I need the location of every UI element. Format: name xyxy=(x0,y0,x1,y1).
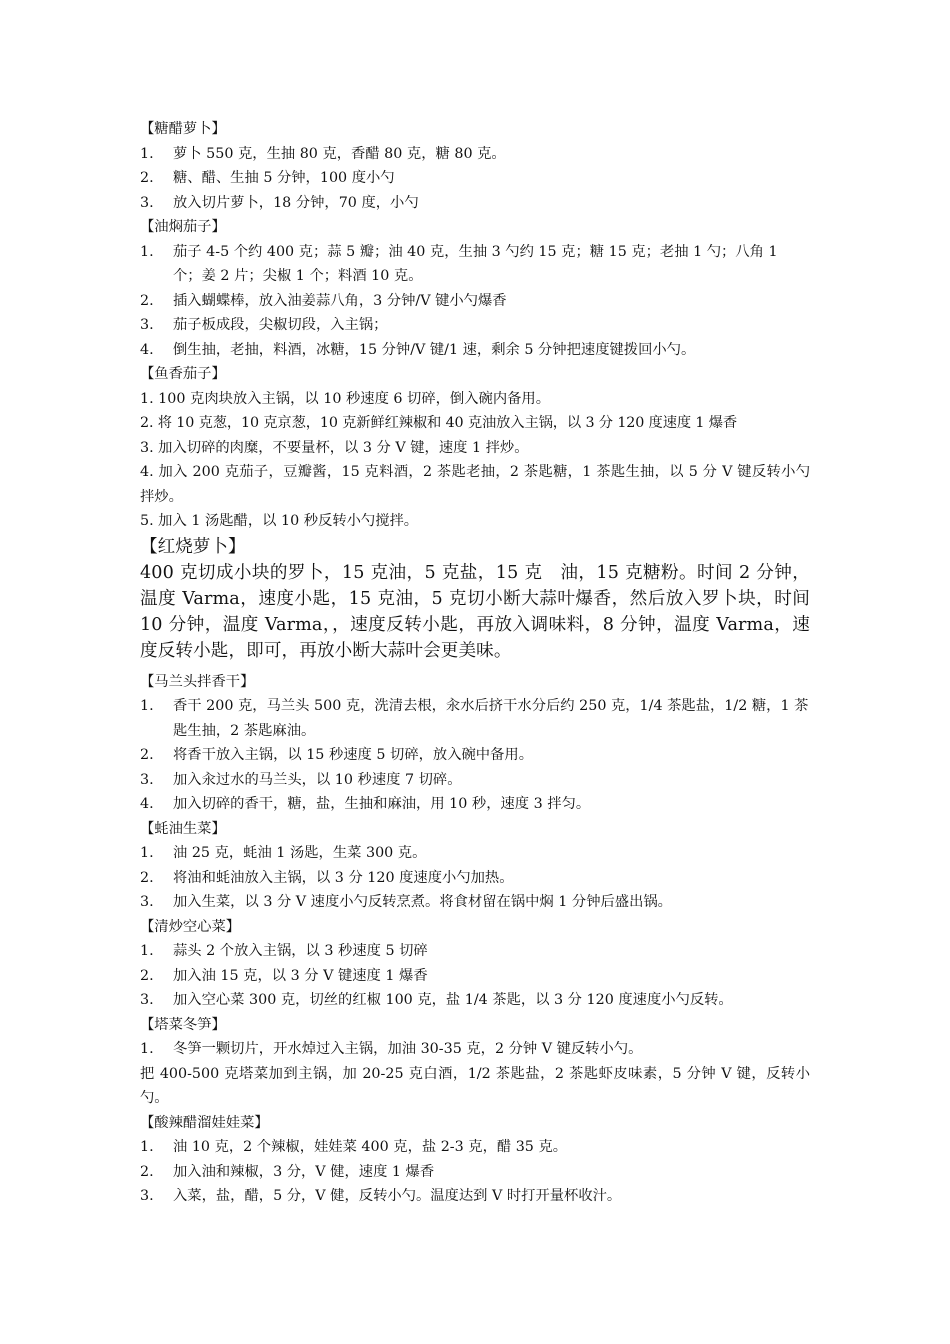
recipe-heading: 【鱼香茄子】 xyxy=(140,366,226,382)
item-number: 3. xyxy=(140,894,154,910)
list-item xyxy=(140,191,810,216)
item-text: 茄子板成段，尖椒切段，入主锅； xyxy=(173,317,388,333)
recipe-braised-eggplant xyxy=(140,215,810,362)
item-text: 冬笋一颗切片，开水焯过入主锅，加油 30-35 克，2 分钟 V 键反转小勺。 xyxy=(173,1041,643,1057)
item-text: 加入油和辣椒，3 分，V 健，速度 1 爆香 xyxy=(173,1163,435,1180)
item-text: 蒜头 2 个放入主锅，以 3 秒速度 5 切碎 xyxy=(173,943,428,959)
list-item xyxy=(140,964,810,989)
recipe-stir-fried-water-spinach xyxy=(140,915,810,1013)
list-item xyxy=(140,1135,810,1160)
recipe-braised-radish xyxy=(140,534,810,664)
item-number: 3. xyxy=(140,1188,154,1204)
item-text: 将油和蚝油放入主锅，以 3 分 120 度速度小勺加热。 xyxy=(173,869,514,886)
recipe-heading: 【油焖茄子】 xyxy=(140,219,226,235)
list-item xyxy=(140,743,810,768)
item-text: 油 10 克，2 个辣椒，娃娃菜 400 克，盐 2-3 克，醋 35 克。 xyxy=(173,1139,568,1155)
item-number: 2. xyxy=(140,869,154,886)
list-item xyxy=(140,792,810,817)
recipe-step: 5. 加入 1 汤匙醋，以 10 秒反转小勺搅拌。 xyxy=(140,513,419,529)
list-item xyxy=(140,988,810,1013)
item-text: 油 25 克，蚝油 1 汤匙，生菜 300 克。 xyxy=(173,845,427,861)
recipe-step: 把 400-500 克塔菜加到主锅，加 20-25 克白酒，1/2 茶匙盐，2 茶匙虾皮味素，5 分钟 V 键，反转小勺。 xyxy=(140,1065,810,1106)
item-text: 加入油 15 克，以 3 分 V 键速度 1 爆香 xyxy=(173,967,428,984)
list-item xyxy=(140,768,810,793)
recipe-malantou-tofu xyxy=(140,670,810,817)
recipe-heading: 【马兰头拌香干】 xyxy=(140,673,255,690)
item-number: 2. xyxy=(140,1163,154,1180)
item-text: 插入蝴蝶棒，放入油姜蒜八角，3 分钟/V 键小勺爆香 xyxy=(173,292,507,309)
item-number: 1. xyxy=(140,243,154,260)
list-item xyxy=(140,1184,810,1209)
recipe-heading: 【酸辣醋溜娃娃菜】 xyxy=(140,1114,269,1131)
recipe-hot-sour-baby-cabbage xyxy=(140,1111,810,1209)
item-text: 放入切片萝卜，18 分钟，70 度，小勺 xyxy=(173,194,419,211)
item-number: 1. xyxy=(140,1139,154,1155)
item-number: 3. xyxy=(140,317,154,333)
list-item xyxy=(140,694,810,743)
recipe-heading: 【红烧萝卜】 xyxy=(140,536,246,557)
item-text: 加入汆过水的马兰头，以 10 秒速度 7 切碎。 xyxy=(173,771,462,788)
item-text: 加入空心菜 300 克，切丝的红椒 100 克，盐 1/4 茶匙，以 3 分 120 度速度小勺反转。 xyxy=(173,992,733,1008)
recipe-sweet-sour-radish xyxy=(140,117,810,215)
recipe-heading: 【蚝油生菜】 xyxy=(140,820,226,837)
item-text: 茄子 4-5 个约 400 克；蒜 5 瓣；油 40 克，生抽 3 勺约 15 克；糖 15 克；老抽 1 勺；八角 1 个；姜 2 片；尖椒 1 个；料酒 10 克。 xyxy=(173,243,778,284)
item-text: 将香干放入主锅，以 15 秒速度 5 切碎，放入碗中备用。 xyxy=(173,747,533,763)
recipe-paragraph: 400 克切成小块的罗卜，15 克油，5 克盐，15 克 油，15 克糖粉。时间 2 分钟，温度 Varma，速度小匙，15 克油，5 克切小断大蒜叶爆香，然后放入罗卜块，时间 10 分钟，温度 Varma，，速度反转小匙，再放入调味料，8 分钟，温度 Varma，速度反转小匙，即可，再放小断大蒜叶会更美味。 xyxy=(140,562,810,661)
item-number: 3. xyxy=(140,992,154,1008)
recipe-step: 2. 将 10 克葱，10 克京葱，10 克新鲜红辣椒和 40 克油放入主锅，以 3 分 120 度速度 1 爆香 xyxy=(140,415,738,431)
item-number: 2. xyxy=(140,292,154,309)
item-number: 2. xyxy=(140,747,154,763)
item-number: 2. xyxy=(140,967,154,984)
recipe-document xyxy=(140,117,810,1209)
item-text: 加入生菜，以 3 分 V 速度小勺反转烹煮。将食材留在锅中焖 1 分钟后盛出锅。 xyxy=(173,894,672,910)
list-item xyxy=(140,939,810,964)
item-number: 3. xyxy=(140,771,154,788)
item-number: 4. xyxy=(140,796,154,812)
list-item xyxy=(140,240,810,289)
item-number: 1. xyxy=(140,845,154,861)
list-item xyxy=(140,338,810,363)
list-item xyxy=(140,166,810,191)
recipe-step: 3. 加入切碎的肉糜，不要量杯，以 3 分 V 键，速度 1 拌炒。 xyxy=(140,439,529,456)
list-item xyxy=(140,841,810,866)
item-text: 加入切碎的香干，糖，盐，生抽和麻油，用 10 秒，速度 3 拌匀。 xyxy=(173,796,591,812)
item-text: 萝卜 550 克，生抽 80 克，香醋 80 克，糖 80 克。 xyxy=(173,145,506,162)
list-item xyxy=(140,289,810,314)
item-number: 1. xyxy=(140,1041,154,1057)
list-item xyxy=(140,890,810,915)
item-text: 糖、醋、生抽 5 分钟，100 度小勺 xyxy=(173,170,395,186)
item-number: 1. xyxy=(140,943,154,959)
item-number: 2. xyxy=(140,170,154,186)
list-item xyxy=(140,313,810,338)
recipe-heading: 【糖醋萝卜】 xyxy=(140,121,226,137)
recipe-oyster-sauce-lettuce xyxy=(140,817,810,915)
item-number: 3. xyxy=(140,194,154,211)
list-item xyxy=(140,142,810,167)
item-number: 1. xyxy=(140,698,154,714)
recipe-step: 1. 100 克肉块放入主锅，以 10 秒速度 6 切碎，倒入碗内备用。 xyxy=(140,390,551,407)
recipe-heading: 【塔菜冬笋】 xyxy=(140,1016,226,1033)
recipe-tacai-winter-bamboo xyxy=(140,1013,810,1111)
item-number: 1. xyxy=(140,145,154,162)
item-text: 入菜，盐，醋，5 分，V 健，反转小勺。温度达到 V 时打开量杯收汁。 xyxy=(173,1188,622,1204)
item-text: 香干 200 克，马兰头 500 克，洗清去根，汆水后挤干水分后约 250 克，1/4 茶匙盐，1/2 糖，1 茶匙生抽，2 茶匙麻油。 xyxy=(173,698,809,739)
recipe-fish-flavored-eggplant xyxy=(140,362,810,534)
list-item xyxy=(140,1037,810,1062)
item-number: 4. xyxy=(140,341,154,358)
recipe-step: 4. 加入 200 克茄子，豆瓣酱，15 克料酒，2 茶匙老抽，2 茶匙糖，1 茶匙生抽，以 5 分 V 键反转小勺拌炒。 xyxy=(140,464,810,505)
item-text: 倒生抽，老抽，料酒，冰糖，15 分钟/V 键/1 速，剩余 5 分钟把速度键拨回小勺。 xyxy=(173,341,696,358)
list-item xyxy=(140,1160,810,1185)
recipe-heading: 【清炒空心菜】 xyxy=(140,918,241,935)
list-item xyxy=(140,866,810,891)
